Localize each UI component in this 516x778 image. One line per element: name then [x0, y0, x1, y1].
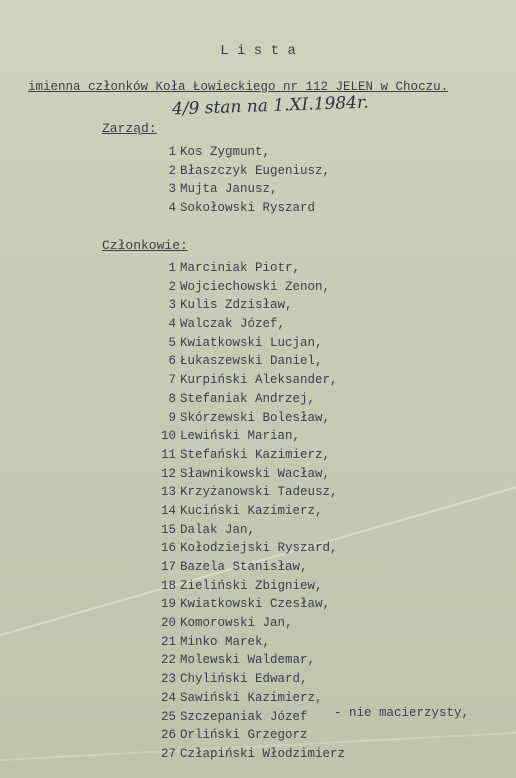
item-number: 9 — [168, 410, 176, 425]
item-number: 2 — [168, 279, 176, 294]
item-number: 18 — [160, 578, 176, 593]
item-number: 27 — [160, 746, 176, 761]
member-name: Kuciński Kazimierz, — [180, 503, 323, 518]
item-number: 7 — [168, 373, 176, 388]
list-item — [150, 446, 345, 465]
member-name: Marciniak Piotr, — [180, 261, 301, 275]
member-name: Walczak Józef, — [180, 317, 286, 332]
non-native-member-note: - nie macierzysty, — [334, 706, 470, 720]
item-number: 6 — [168, 354, 176, 369]
item-number: 14 — [160, 503, 176, 518]
list-item — [150, 334, 345, 353]
member-name: Mujta Janusz, — [180, 182, 278, 197]
member-name: Komorowski Jan, — [180, 616, 293, 631]
members-list — [150, 259, 345, 764]
board-list — [150, 143, 330, 218]
member-name: Chyliński Edward, — [180, 672, 308, 687]
item-number: 8 — [168, 391, 176, 406]
list-item — [150, 427, 345, 446]
item-number: 5 — [168, 335, 176, 350]
item-number: 13 — [160, 485, 176, 500]
list-item — [150, 614, 345, 633]
member-name: Sławnikowski Wacław, — [180, 466, 331, 481]
list-item — [150, 465, 345, 484]
item-number: 26 — [160, 728, 176, 743]
item-number: 23 — [160, 672, 176, 687]
member-name: Dalak Jan, — [180, 522, 256, 537]
list-item — [150, 199, 330, 218]
item-number: 15 — [160, 522, 176, 537]
member-name: Człapiński Włodzimierz — [180, 746, 346, 761]
member-name: Błaszczyk Eugeniusz, — [180, 163, 331, 178]
list-item — [150, 558, 345, 577]
member-name: Minko Marek, — [180, 634, 271, 649]
list-item — [150, 162, 330, 181]
item-number: 19 — [160, 597, 176, 612]
member-name: Kurpiński Aleksander, — [180, 373, 338, 388]
member-name: Stefaniak Andrzej, — [180, 391, 316, 406]
list-item — [150, 689, 345, 708]
item-number: 25 — [160, 709, 176, 724]
list-item — [150, 371, 345, 390]
list-item — [150, 651, 345, 670]
list-item — [150, 143, 330, 162]
document-title: L i s t a — [220, 43, 296, 59]
member-name: Molewski Waldemar, — [180, 653, 316, 668]
item-number: 20 — [160, 616, 176, 631]
member-name: Krzyżanowski Tadeusz, — [180, 485, 338, 500]
list-item — [150, 390, 345, 409]
list-item — [150, 278, 345, 297]
item-number: 2 — [168, 163, 176, 178]
list-item — [150, 708, 345, 727]
item-number: 1 — [168, 145, 176, 159]
item-number: 16 — [160, 541, 176, 556]
item-number: 12 — [160, 466, 176, 481]
list-item — [150, 352, 345, 371]
document-subtitle: imienna członków Koła Łowieckiego nr 112 JELEN w Choczu. — [28, 80, 449, 94]
list-item — [150, 259, 345, 278]
member-name: Kwiatkowski Lucjan, — [180, 335, 323, 350]
list-item — [150, 409, 345, 428]
item-number: 21 — [160, 634, 176, 649]
list-item — [150, 180, 330, 199]
list-item — [150, 633, 345, 652]
member-name: Kos Zygmunt, — [180, 145, 271, 159]
member-name: Kulis Zdzisław, — [180, 298, 293, 313]
member-name: Szczepaniak Józef — [180, 709, 308, 724]
item-number: 4 — [168, 201, 176, 216]
list-item — [150, 670, 345, 689]
item-number: 10 — [160, 429, 176, 444]
member-name: Skórzewski Bolesław, — [180, 410, 331, 425]
list-item — [150, 595, 345, 614]
list-item — [150, 726, 345, 745]
list-item — [150, 483, 345, 502]
item-number: 3 — [168, 182, 176, 197]
member-name: Sokołowski Ryszard — [180, 201, 316, 216]
list-item — [150, 296, 345, 315]
item-number: 3 — [168, 298, 176, 313]
list-item — [150, 502, 345, 521]
item-number: 24 — [160, 690, 176, 705]
item-number: 11 — [160, 447, 176, 462]
member-name: Zieliński Zbigniew, — [180, 578, 323, 593]
list-item — [150, 315, 345, 334]
member-name: Lewiński Marian, — [180, 429, 301, 444]
member-name: Orliński Grzegorz — [180, 728, 308, 743]
member-name: Wojciechowski Zenon, — [180, 279, 331, 294]
item-number: 1 — [168, 261, 176, 275]
list-item — [150, 577, 345, 596]
board-heading: Zarząd: — [102, 121, 157, 136]
member-name: Sawiński Kazimierz, — [180, 690, 323, 705]
member-name: Kołodziejski Ryszard, — [180, 541, 338, 556]
member-name: Łukaszewski Daniel, — [180, 354, 323, 369]
list-item — [150, 521, 345, 540]
list-item — [150, 745, 345, 764]
member-name: Bazela Stanisław, — [180, 560, 308, 574]
item-number: 4 — [168, 317, 176, 332]
member-name: Stefański Kazimierz, — [180, 447, 331, 462]
handwritten-date-note: 4/9 stan na 1.XI.1984r. — [171, 92, 369, 120]
item-number: 22 — [160, 653, 176, 668]
members-heading: Członkowie: — [102, 238, 188, 253]
item-number: 17 — [160, 560, 176, 574]
list-item — [150, 539, 345, 558]
member-name: Kwiatkowski Czesław, — [180, 597, 331, 612]
